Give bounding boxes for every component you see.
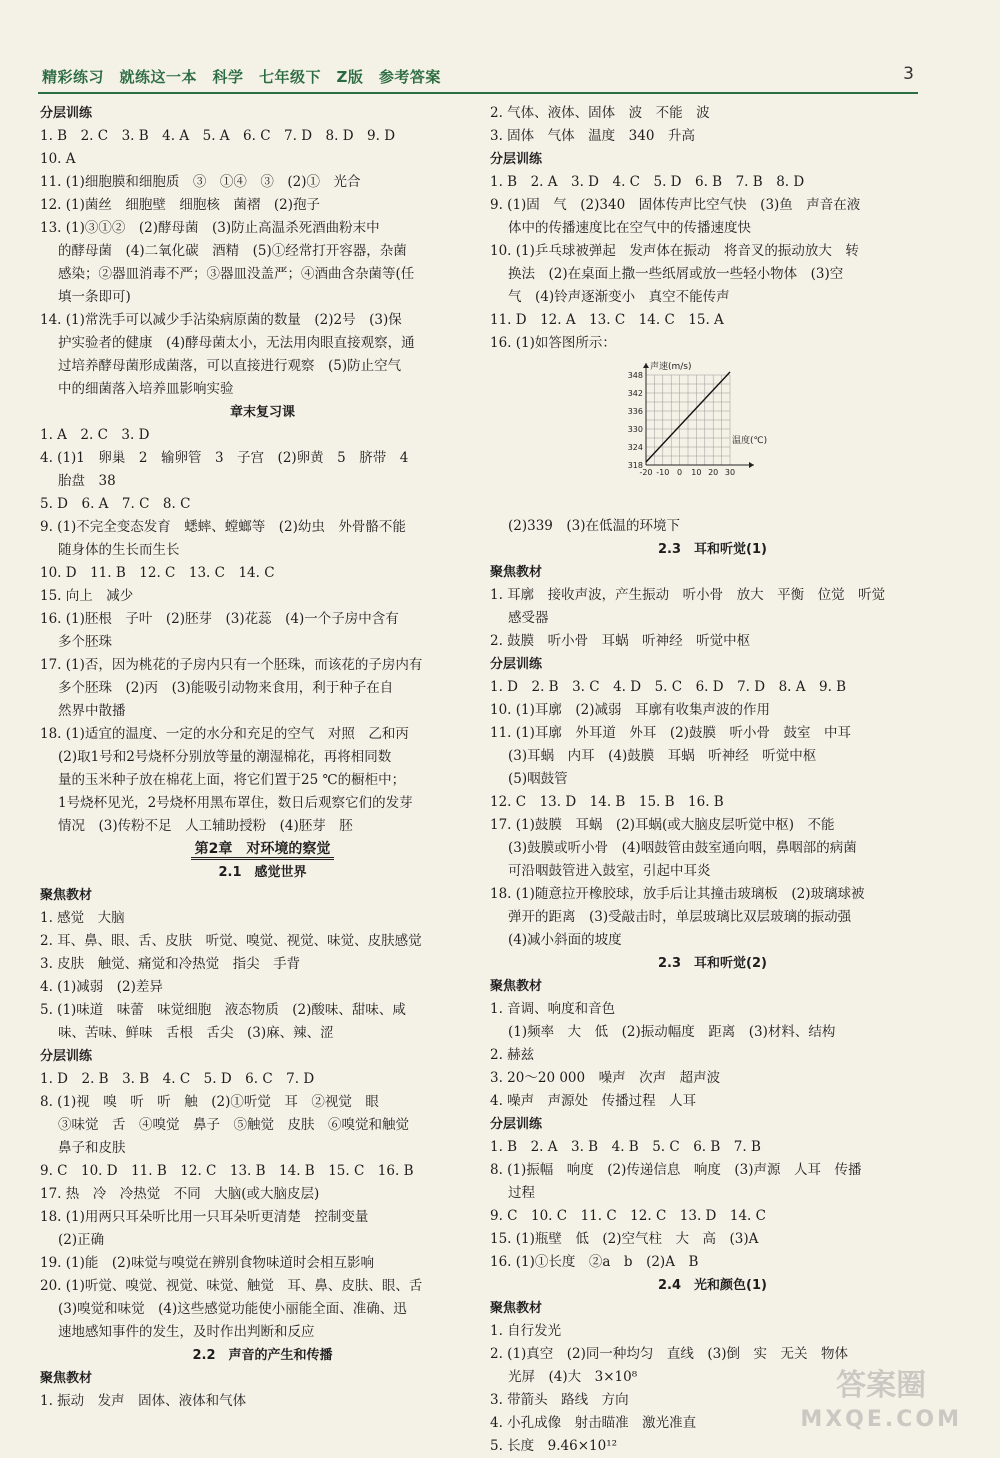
answer-line: 随身体的生长而生长 <box>58 542 180 558</box>
answer-line: 15. 向上 减少 <box>40 588 134 604</box>
lesson-title: 2.4 光和颜色(1) <box>658 1278 767 1293</box>
answer-line: 鼻子和皮肤 <box>58 1140 126 1156</box>
answer-line: 1. D 2. B 3. C 4. D 5. C 6. D 7. D 8. A 9. B <box>490 679 847 695</box>
x-tick-label: -20 <box>639 468 653 477</box>
lesson-title: 第2章 对环境的察觉 <box>40 838 485 861</box>
answer-line: 1. A 2. C 3. D <box>40 427 150 443</box>
answer-line: 5. (1)味道 味蕾 味觉细胞 液态物质 (2)酸味、甜味、咸 <box>40 1002 406 1018</box>
answer-line: 10. (1)乒乓球被弹起 发声体在振动 将音叉的振动放大 转 <box>490 243 859 259</box>
answer-line: 18. (1)适宜的温度、一定的水分和充足的空气 对照 乙和丙 <box>40 726 409 742</box>
answer-line: 2. 鼓膜 听小骨 耳蜗 听神经 听觉中枢 <box>490 633 751 649</box>
answer-line: 光屏 (4)大 3×10⁸ <box>508 1369 638 1385</box>
speed-temperature-chart <box>490 355 935 515</box>
answer-line: (3)嗅觉和味觉 (4)这些感觉功能使小丽能全面、准确、迅 <box>58 1301 407 1317</box>
answer-line: 3. 皮肤 触觉、痛觉和冷热觉 指尖 手背 <box>40 956 301 972</box>
lesson-title: 2.2 声音的产生和传播 <box>192 1348 333 1363</box>
answer-line: 15. (1)瓶壁 低 (2)空气柱 大 高 (3)A <box>490 1231 759 1247</box>
section-heading: 聚焦教材 <box>40 1371 93 1386</box>
y-axis-label: 声速(m/s) <box>650 362 692 372</box>
answer-line: 10. D 11. B 12. C 13. C 14. C <box>40 565 275 581</box>
answer-line: 1. 耳廓 接收声波，产生振动 听小骨 放大 平衡 位觉 听觉 <box>490 587 886 603</box>
answer-line: 多个胚珠 (2)丙 (3)能吸引动物来食用，利于种子在自 <box>58 680 394 696</box>
answer-line: (5)咽鼓管 <box>508 771 568 787</box>
answer-line: 过程 <box>508 1185 535 1201</box>
section-heading: 分层训练 <box>40 1049 93 1064</box>
answer-line: 的酵母菌 (4)二氧化碳 酒精 (5)①经常打开容器，杂菌 <box>58 243 407 259</box>
right-column-top <box>490 102 935 355</box>
answer-line: 19. (1)能 (2)味觉与嗅觉在辨别食物味道时会相互影响 <box>40 1255 375 1271</box>
answer-line: 16. (1)如答图所示： <box>490 335 616 351</box>
watermark-logo <box>800 1369 962 1437</box>
answer-line: 17. (1)鼓膜 耳蜗 (2)耳蜗(或大脑皮层听觉中枢) 不能 <box>490 817 835 833</box>
answer-line: 过培养酵母菌形成菌落，可以直接进行观察 (5)防止空气 <box>58 358 402 374</box>
section-heading: 分层训练 <box>490 657 543 672</box>
answer-line: 16. (1)①长度 ②a b (2)A B <box>490 1254 699 1270</box>
answer-line: 13. (1)③①② (2)酵母菌 (3)防止高温杀死酒曲粉末中 <box>40 220 380 236</box>
answer-line: 弹开的距离 (3)受敲击时，单层玻璃比双层玻璃的振动强 <box>508 909 852 925</box>
answer-line: 8. (1)振幅 响度 (2)传递信息 响度 (3)声源 人耳 传播 <box>490 1162 862 1178</box>
x-tick-label: -10 <box>656 468 670 477</box>
answer-line: 气 (4)铃声逐渐变小 真空不能传声 <box>508 289 730 305</box>
y-tick-label: 324 <box>627 443 643 452</box>
answer-line: (1)频率 大 低 (2)振动幅度 距离 (3)材料、结构 <box>508 1024 836 1040</box>
section-heading: 聚焦教材 <box>490 979 543 994</box>
answer-line: 18. (1)随意拉开橡胶球，放手后让其撞击玻璃板 (2)玻璃球被 <box>490 886 865 902</box>
right-column <box>490 102 935 1458</box>
answer-line: 胎盘 38 <box>58 473 116 489</box>
section-heading: 聚焦教材 <box>40 888 93 903</box>
answer-line: 1. 音调、响度和音色 <box>490 1001 616 1017</box>
answer-line: 然界中散播 <box>58 703 126 719</box>
answer-line: 10. A <box>40 151 76 167</box>
answer-line: 1. D 2. B 3. B 4. C 5. D 6. C 7. D <box>40 1071 315 1087</box>
answer-line: 体中的传播速度比在空气中的传播速度快 <box>508 220 751 236</box>
header-title: 精彩练习 就练这一本 科学 七年级下 Z版 参考答案 <box>42 68 441 86</box>
answer-line: (4)减小斜面的坡度 <box>508 932 622 948</box>
section-heading: 分层训练 <box>40 106 93 121</box>
lesson-title: 2.3 耳和听觉(2) <box>658 956 767 971</box>
answer-line: 情况 (3)传粉不足 人工辅助授粉 (4)胚芽 胚 <box>58 818 353 834</box>
answer-line: 3. 固体 气体 温度 340 升高 <box>490 128 695 144</box>
answer-line: 5. D 6. A 7. C 8. C <box>40 496 191 512</box>
answer-line: 4. 小孔成像 射击瞄准 激光准直 <box>490 1415 697 1431</box>
x-axis-label: 温度(℃) <box>732 436 768 446</box>
answer-line: 1号烧杯见光，2号烧杯用黑布罩住，数日后观察它们的发芽 <box>58 795 413 811</box>
answer-line: 感受器 <box>508 610 549 626</box>
answer-line: 2. (1)真空 (2)同一种均匀 直线 (3)倒 实 无关 物体 <box>490 1346 849 1362</box>
answer-line: 速地感知事件的发生，及时作出判断和反应 <box>58 1324 315 1340</box>
answer-line: (2)339 (3)在低温的环境下 <box>508 518 681 534</box>
answer-line: 护实验者的健康 (4)酵母菌太小，无法用肉眼直接观察，通 <box>58 335 415 351</box>
answer-line: 12. (1)菌丝 细胞壁 细胞核 菌褶 (2)孢子 <box>40 197 321 213</box>
answer-line: 9. C 10. C 11. C 12. C 13. D 14. C <box>490 1208 766 1224</box>
answer-line: 5. 长度 9.46×10¹² <box>490 1438 618 1454</box>
x-tick-label: 20 <box>708 468 719 477</box>
section-heading: 聚焦教材 <box>490 1301 543 1316</box>
answer-line: 1. B 2. A 3. B 4. B 5. C 6. B 7. B <box>490 1139 761 1155</box>
section-heading: 聚焦教材 <box>490 565 543 580</box>
answer-line: 11. (1)细胞膜和细胞质 ③ ①④ ③ (2)① 光合 <box>40 174 361 190</box>
lesson-title: 2.3 耳和听觉(1) <box>658 542 767 557</box>
left-column <box>40 102 485 1413</box>
section-heading: 分层训练 <box>490 152 543 167</box>
answer-line: 味、苦味、鲜味 舌根 舌尖 (3)麻、辣、涩 <box>58 1025 334 1041</box>
section-heading: 分层训练 <box>490 1117 543 1132</box>
x-tick-label: 0 <box>677 468 683 477</box>
x-axis-arrow <box>749 462 754 468</box>
lesson-title: 章末复习课 <box>229 405 295 420</box>
answer-line: 多个胚珠 <box>58 634 112 650</box>
answer-line: (3)耳蜗 内耳 (4)鼓膜 耳蜗 听神经 听觉中枢 <box>508 748 817 764</box>
answer-line: 3. 带箭头 路线 方向 <box>490 1392 629 1408</box>
answer-line: 3. 20～20 000 噪声 次声 超声波 <box>490 1070 721 1086</box>
right-column-bottom <box>490 515 935 1458</box>
answer-line: 4. 噪声 声源处 传播过程 人耳 <box>490 1093 697 1109</box>
answer-line: 12. C 13. D 14. B 15. B 16. B <box>490 794 724 810</box>
watermark-text: 答案圈 <box>836 1368 927 1403</box>
answer-line: 9. (1)不完全变态发育 蟋蟀、螳螂等 (2)幼虫 外骨骼不能 <box>40 519 406 535</box>
answer-line: 1. B 2. C 3. B 4. A 5. A 6. C 7. D 8. D 9. D <box>40 128 396 144</box>
y-tick-label: 342 <box>627 389 643 398</box>
answer-line: 4. (1)减弱 (2)差异 <box>40 979 163 995</box>
chart-svg <box>610 357 810 513</box>
answer-line: 1. 自行发光 <box>490 1323 562 1339</box>
lesson-title: 2.1 感觉世界 <box>218 865 307 880</box>
answer-line: 4. (1)1 卵巢 2 输卵管 3 子宫 (2)卵黄 5 脐带 4 <box>40 450 409 466</box>
answer-line: 换法 (2)在桌面上撒一些纸屑或放一些轻小物体 (3)空 <box>508 266 844 282</box>
answer-line: 2. 赫兹 <box>490 1047 535 1063</box>
answer-line: 2. 气体、液体、固体 波 不能 波 <box>490 105 710 121</box>
answer-line: (3)鼓膜或听小骨 (4)咽鼓管由鼓室通向咽，鼻咽部的病菌 <box>508 840 857 856</box>
watermark-url: MXQE.COM <box>800 1407 962 1432</box>
y-tick-label: 330 <box>627 425 643 434</box>
x-tick-label: 30 <box>724 468 736 477</box>
y-axis-arrow <box>643 363 649 368</box>
answer-line: 10. (1)耳廓 (2)减弱 耳廓有收集声波的作用 <box>490 702 771 718</box>
answer-line: 1. 感觉 大脑 <box>40 910 125 926</box>
answer-line: 11. (1)耳廓 外耳道 外耳 (2)鼓膜 听小骨 鼓室 中耳 <box>490 725 852 741</box>
answer-line: 20. (1)听觉、嗅觉、视觉、味觉、触觉 耳、鼻、皮肤、眼、舌 <box>40 1278 423 1294</box>
page-number: 3 <box>903 64 914 84</box>
answer-line: 中的细菌落入培养皿影响实验 <box>58 381 234 397</box>
answer-line: 1. B 2. A 3. D 4. C 5. D 6. B 7. B 8. D <box>490 174 805 190</box>
page-header <box>38 66 918 94</box>
answer-line: ③味觉 舌 ④嗅觉 鼻子 ⑤触觉 皮肤 ⑥嗅觉和触觉 <box>58 1117 409 1133</box>
answer-line: 1. 振动 发声 固体、液体和气体 <box>40 1393 247 1409</box>
y-tick-label: 336 <box>627 407 643 416</box>
answer-line: (2)取1号和2号烧杯分别放等量的潮湿棉花，再将相同数 <box>58 749 392 765</box>
answer-line: 8. (1)视 嗅 听 听 触 (2)①听觉 耳 ②视觉 眼 <box>40 1094 379 1110</box>
answer-line: 9. (1)固 气 (2)340 固体传声比空气快 (3)鱼 声音在液 <box>490 197 861 213</box>
answer-line: 17. 热 冷 冷热觉 不同 大脑(或大脑皮层) <box>40 1186 320 1202</box>
answer-line: 9. C 10. D 11. B 12. C 13. B 14. B 15. C 16. B <box>40 1163 414 1179</box>
answer-line: 感染；②器皿消毒不严；③器皿没盖严；④酒曲含杂菌等(任 <box>58 266 415 282</box>
answer-line: 17. (1)否，因为桃花的子房内只有一个胚珠，而该花的子房内有 <box>40 657 423 673</box>
answer-line: (2)正确 <box>58 1232 105 1248</box>
answer-line: 18. (1)用两只耳朵听比用一只耳朵听更清楚 控制变量 <box>40 1209 369 1225</box>
y-tick-label: 318 <box>627 461 643 470</box>
answer-line: 16. (1)胚根 子叶 (2)胚芽 (3)花蕊 (4)一个子房中含有 <box>40 611 399 627</box>
answer-line: 2. 耳、鼻、眼、舌、皮肤 听觉、嗅觉、视觉、味觉、皮肤感觉 <box>40 933 422 949</box>
answer-line: 11. D 12. A 13. C 14. C 15. A <box>490 312 724 328</box>
answer-line: 量的玉米种子放在棉花上面，将它们置于25 ℃的橱柜中； <box>58 772 406 788</box>
answer-line: 14. (1)常洗手可以减少手沾染病原菌的数量 (2)2号 (3)保 <box>40 312 402 328</box>
x-tick-label: 10 <box>691 468 702 477</box>
y-tick-label: 348 <box>627 371 643 380</box>
answer-line: 可沿咽鼓管进入鼓室，引起中耳炎 <box>508 863 711 879</box>
answer-line: 填一条即可) <box>58 289 131 305</box>
